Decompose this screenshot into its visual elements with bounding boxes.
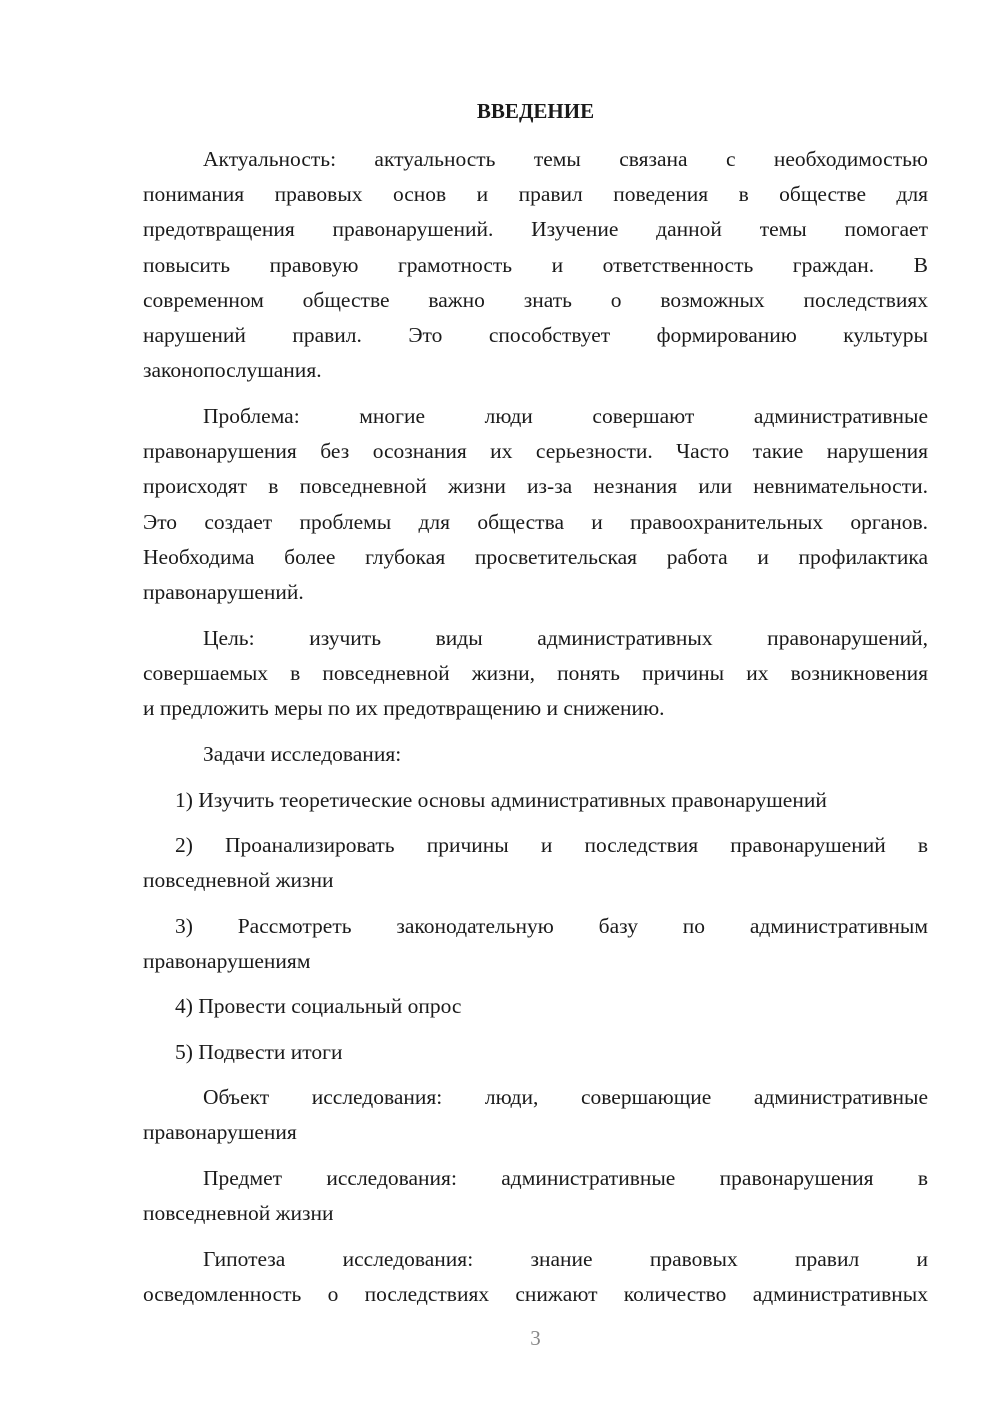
problem-line: Проблема: многие люди совершают административные [203, 404, 928, 428]
relevance-line: понимания правовых основ и правил поведения в обществе для [143, 182, 928, 207]
task-item [143, 909, 928, 979]
hypothesis-line: осведомленность о последствиях снижают количество административных [143, 1282, 928, 1307]
relevance-line: современном обществе важно знать о возможных последствиях [143, 287, 928, 312]
tasks-title: Задачи исследования: [203, 742, 402, 766]
problem-line: происходят в повседневной жизни из-за незнания или невнимательности. [143, 474, 928, 499]
subject-paragraph [143, 1161, 928, 1231]
task-line: 2) Проанализировать причины и последствия правонарушений в [175, 833, 928, 857]
tasks-title-paragraph [143, 737, 928, 772]
goal-line: и предложить меры по их предотвращению и снижению. [143, 696, 665, 721]
task-line: 5) Подвести итоги [175, 1040, 343, 1064]
relevance-line: нарушений правил. Это способствует формированию культуры [143, 323, 928, 348]
relevance-line: повысить правовую грамотность и ответственность граждан. В [143, 252, 928, 277]
problem-line: правонарушения без осознания их серьезности. Часто такие нарушения [143, 439, 928, 464]
task-item [143, 828, 928, 898]
relevance-paragraph [143, 142, 928, 388]
hypothesis-line: Гипотеза исследования: знание правовых правил и [203, 1247, 928, 1271]
page-number: 3 [530, 1326, 541, 1350]
task-item [143, 989, 928, 1024]
page-heading: ВВЕДЕНИЕ [476, 99, 595, 123]
relevance-line: законопослушания. [143, 358, 322, 383]
task-line: 4) Провести социальный опрос [175, 994, 462, 1018]
object-line: Объект исследования: люди, совершающие административные [203, 1085, 928, 1109]
goal-line: Цель: изучить виды административных правонарушений, [203, 626, 928, 650]
relevance-line: предотвращения правонарушений. Изучение данной темы помогает [143, 217, 928, 242]
task-item [143, 1035, 928, 1070]
problem-paragraph [143, 399, 928, 610]
task-line: правонарушениям [143, 949, 311, 974]
task-line: 1) Изучить теоретические основы административных правонарушений [175, 788, 827, 812]
problem-line: Это создает проблемы для общества и правоохранительных органов. [143, 509, 928, 534]
relevance-line: Актуальность: актуальность темы связана с необходимостью [203, 147, 928, 171]
goal-paragraph [143, 621, 928, 727]
goal-line: совершаемых в повседневной жизни, понять причины их возникновения [143, 661, 928, 686]
task-line: 3) Рассмотреть законодательную базу по административным [175, 914, 928, 938]
hypothesis-paragraph [143, 1242, 928, 1312]
problem-line: Необходима более глубокая просветительская работа и профилактика [143, 544, 928, 569]
document-page [143, 0, 928, 1414]
problem-line: правонарушений. [143, 580, 304, 605]
object-line: правонарушения [143, 1120, 297, 1145]
subject-line: Предмет исследования: административные правонарушения в [203, 1166, 928, 1190]
task-item [143, 783, 928, 818]
object-paragraph [143, 1080, 928, 1150]
subject-line: повседневной жизни [143, 1201, 334, 1226]
task-line: повседневной жизни [143, 868, 334, 893]
